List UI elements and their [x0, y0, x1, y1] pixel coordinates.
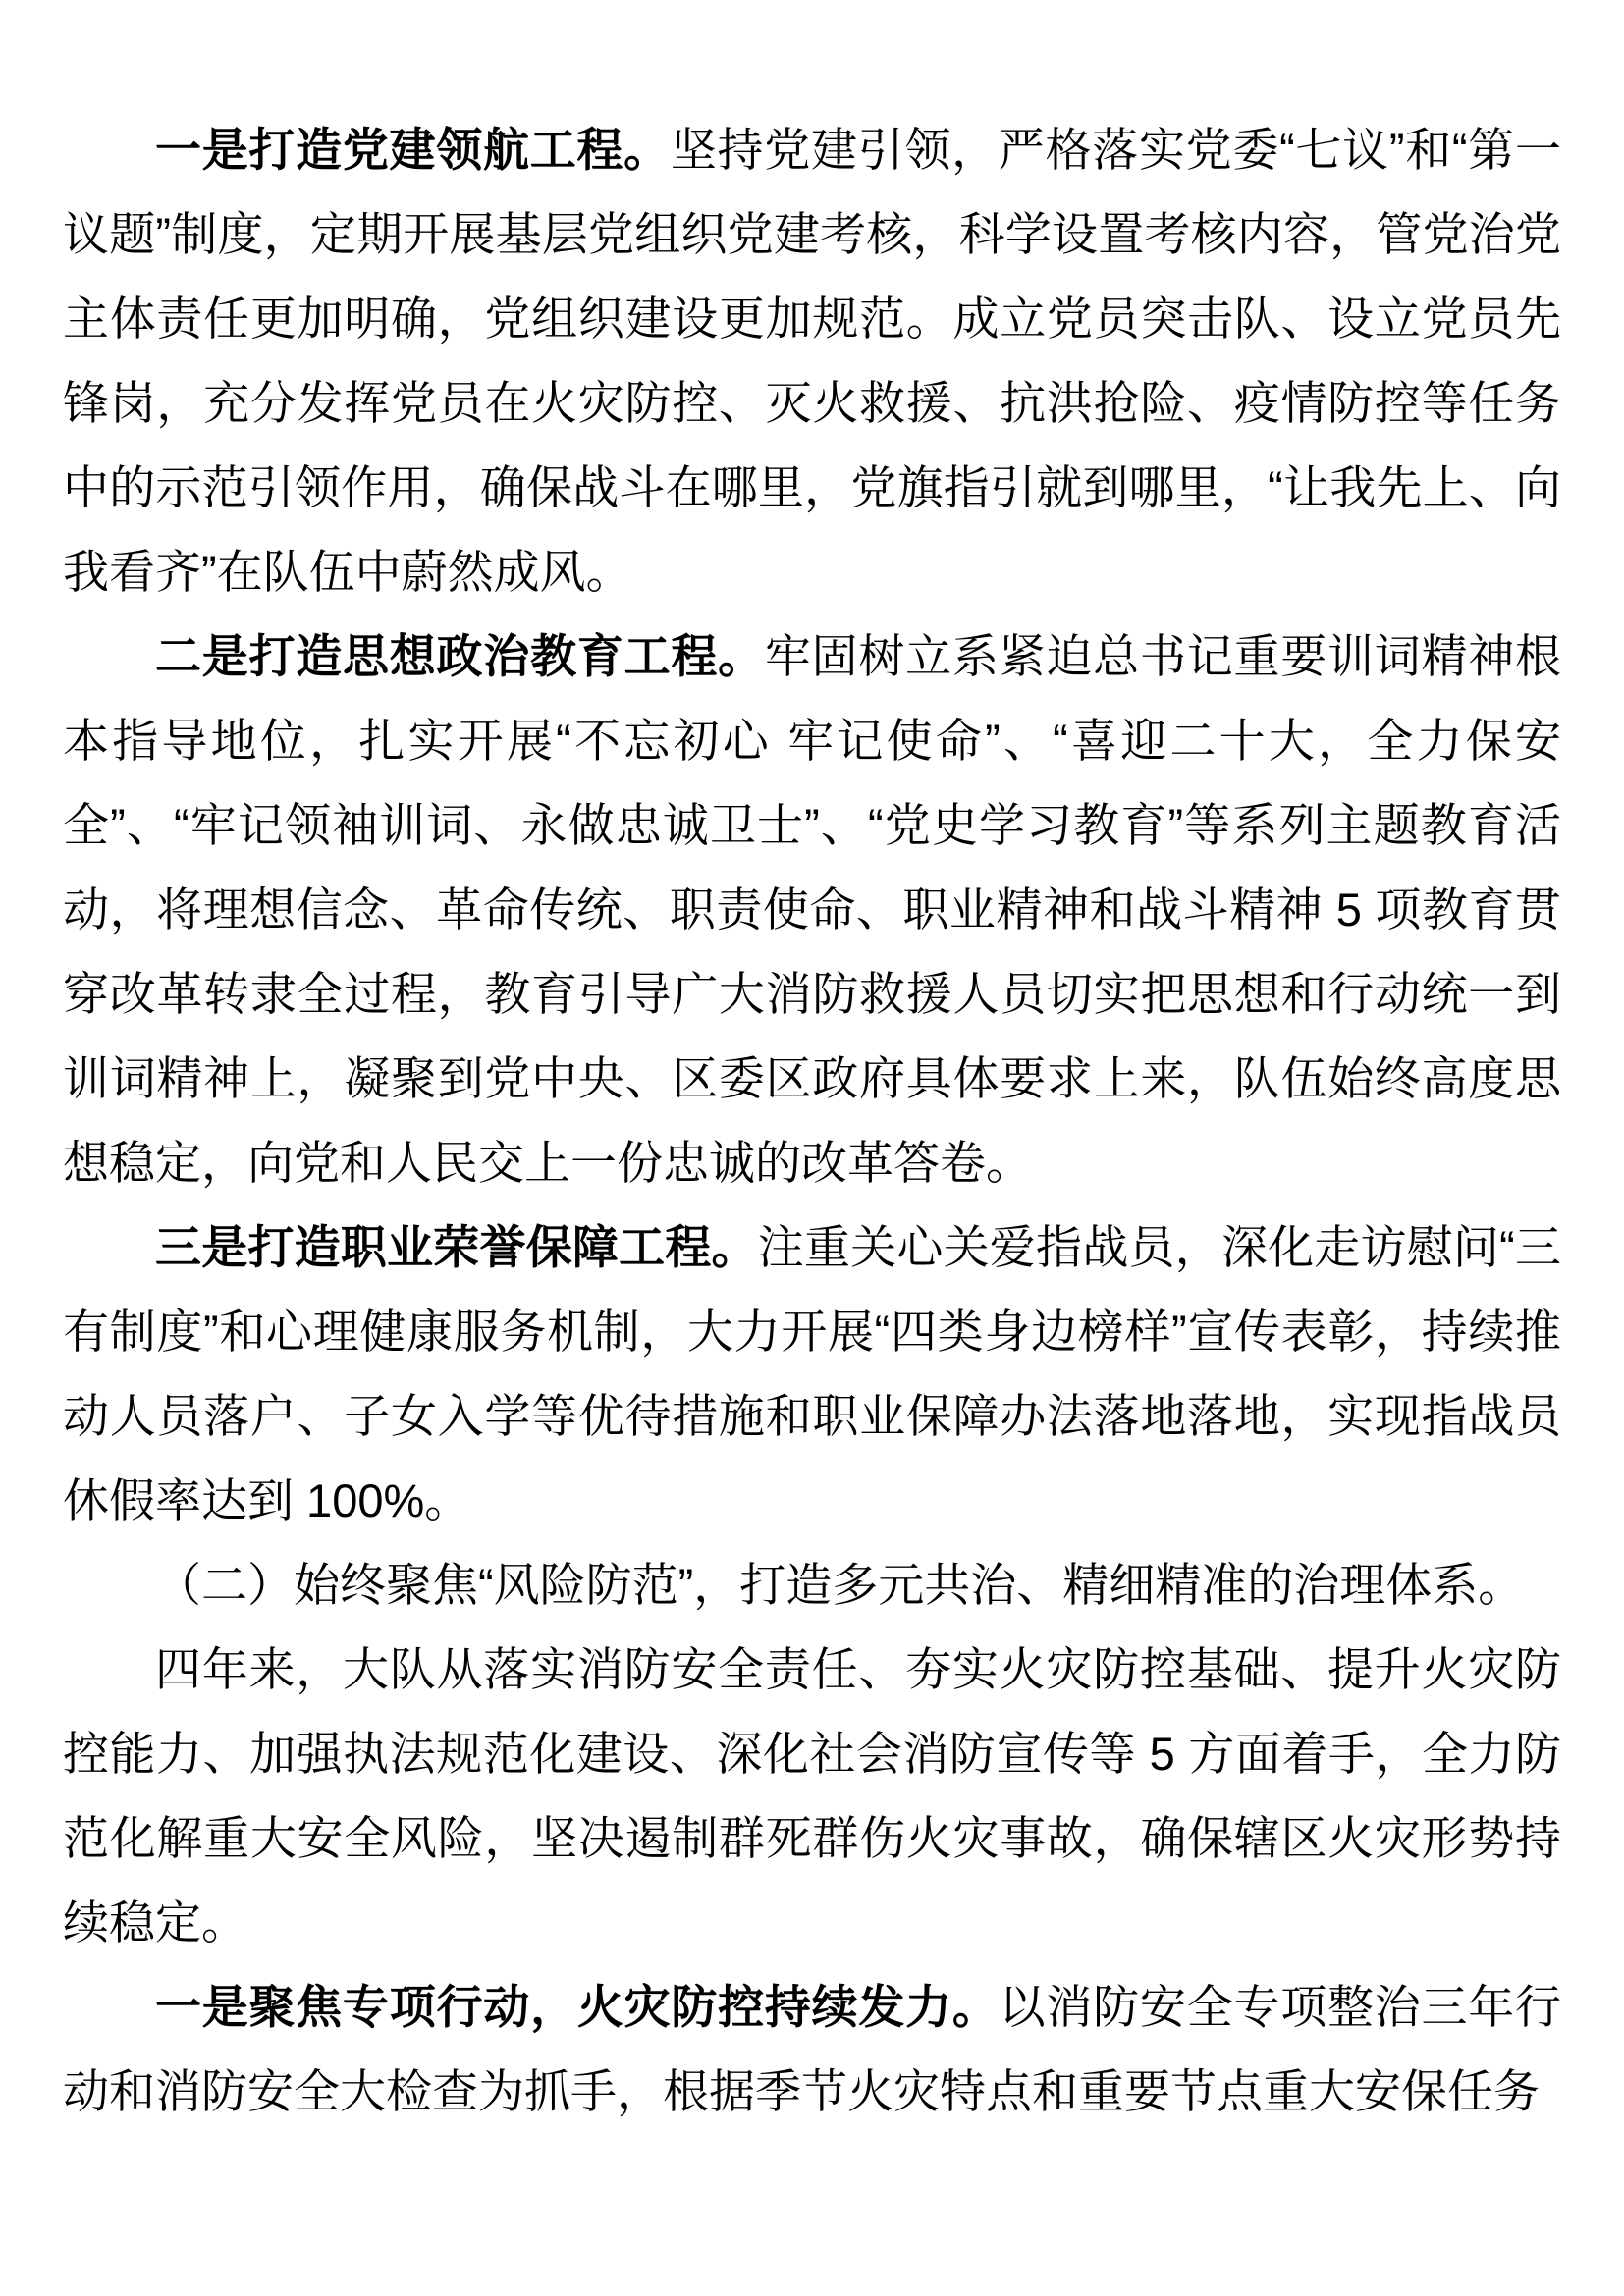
paragraph	[63, 1543, 1561, 1628]
paragraph	[63, 1628, 1561, 1965]
paragraph	[63, 108, 1561, 614]
paragraph	[63, 1205, 1561, 1543]
paragraph-lead: 三是打造职业荣誉保障工程。	[155, 1221, 758, 1273]
paragraph-text: 四年来，大队从落实消防安全责任、夯实火灾防控基础、提升火灾防控能力、加强执法规范化建设、深化社会消防宣传等 5 方面着手，全力防范化解重大安全风险，坚决遏制群死群伤火灾事故，确保辖区火灾形势持续稳定。	[63, 1643, 1561, 1949]
paragraph-lead: 二是打造思想政治教育工程。	[155, 630, 765, 682]
paragraph-text: 牢固树立系紧迫总书记重要训词精神根本指导地位，扎实开展“不忘初心 牢记使命”、“喜迎二十大，全力保安全”、“牢记领袖训词、永做忠诚卫士”、“党史学习教育”等系列主题教育活动，将理想信念、革命传统、职责使命、职业精神和战斗精神 5 项教育贯穿改革转隶全过程，教育引导广大消防救援人员切实把思想和行动统一到训词精神上，凝聚到党中央、区委区政府具体要求上来，队伍始终高度思想稳定，向党和人民交上一份忠诚的改革答卷。	[63, 630, 1562, 1189]
paragraph-lead: 一是打造党建领航工程。	[155, 124, 671, 176]
paragraph-text: 注重关心关爱指战员，深化走访慰问“三有制度”和心理健康服务机制，大力开展“四类身边榜样”宣传表彰，持续推动人员落户、子女入学等优待措施和职业保障办法落地落地，实现指战员休假率达到 100%。	[63, 1221, 1561, 1526]
paragraph-text: 以消防安全专项整治三年行动和消防安全大检查为抓手，根据季节火灾特点和重要节点重大安保任务	[63, 1981, 1562, 2117]
document-body	[63, 108, 1561, 2134]
paragraph-lead: 一是聚焦专项行动，火灾防控持续发力。	[155, 1981, 1000, 2033]
paragraph	[63, 1965, 1561, 2134]
paragraph-text: （二）始终聚焦“风险防范”，打造多元共治、精细精准的治理体系。	[155, 1559, 1525, 1611]
paragraph-text: 坚持党建引领，严格落实党委“七议”和“第一议题”制度，定期开展基层党组织党建考核，科学设置考核内容，管党治党主体责任更加明确，党组织建设更加规范。成立党员突击队、设立党员先锋岗，充分发挥党员在火灾防控、灭火救援、抗洪抢险、疫情防控等任务中的示范引领作用，确保战斗在哪里，党旗指引就到哪里，“让我先上、向我看齐”在队伍中蔚然成风。	[63, 124, 1562, 598]
paragraph	[63, 614, 1561, 1205]
